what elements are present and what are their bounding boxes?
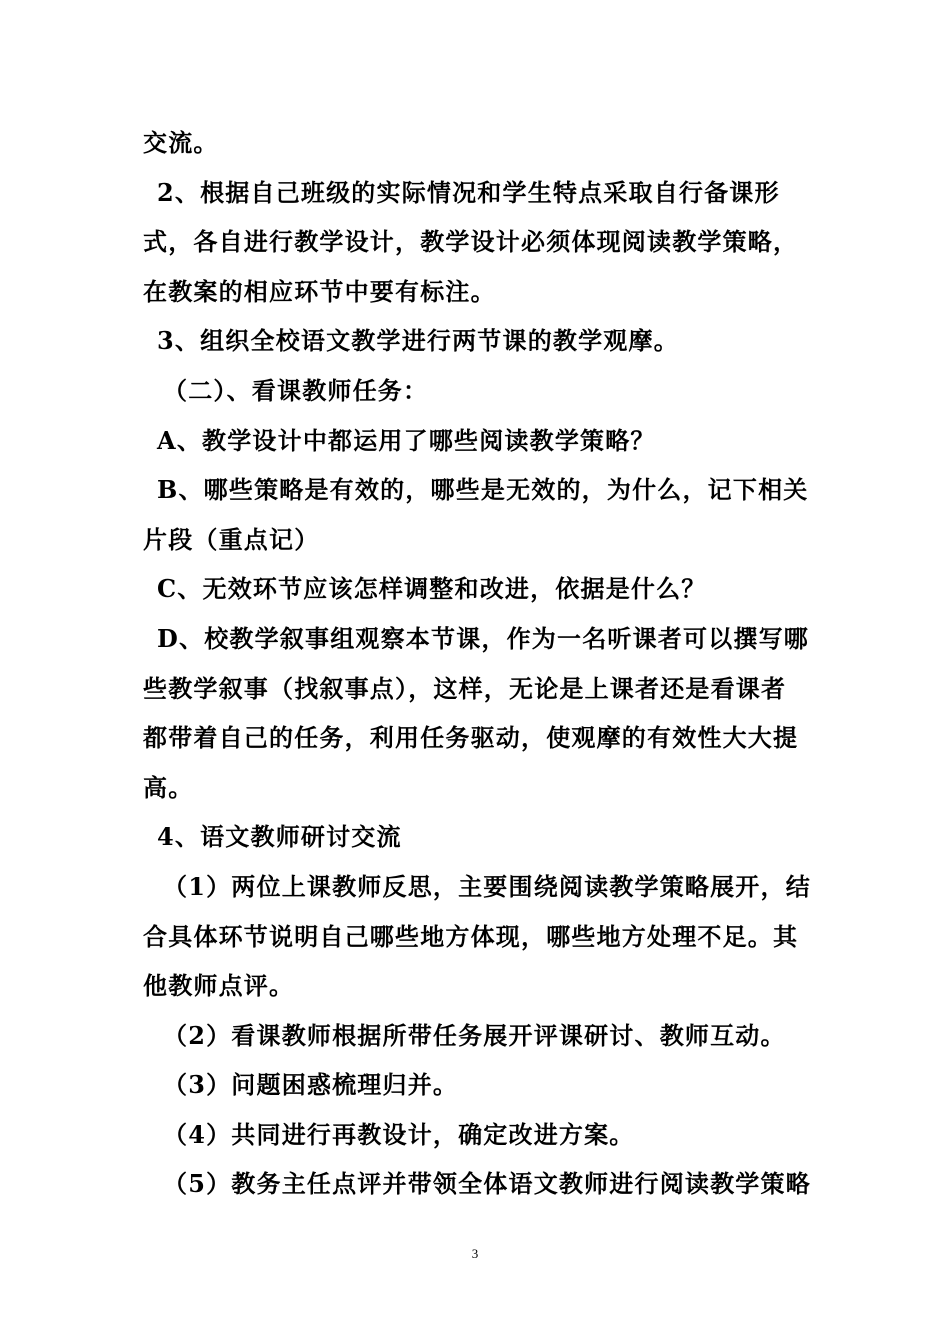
text-line: 合具体环节说明自己哪些地方体现，哪些地方处理不足。其: [143, 921, 799, 951]
text-line: 些教学叙事（找叙事点），这样，无论是上课者还是看课者: [143, 673, 787, 703]
text-line: 交流。: [143, 128, 219, 157]
text-line: 式，各自进行教学设计，教学设计必须体现阅读教学策略，: [143, 227, 799, 257]
text-line: 2、根据自己班级的实际情况和学生特点采取自行备课形: [157, 177, 780, 207]
text-line: B、哪些策略是有效的，哪些是无效的，为什么，记下相关: [157, 475, 809, 505]
text-line: （3）问题困惑梳理归并。: [163, 1070, 459, 1100]
text-line: （5）教务主任点评并带领全体语文教师进行阅读教学策略: [163, 1169, 811, 1199]
text-line: （4）共同进行再教设计，确定改进方案。: [163, 1119, 635, 1149]
text-line: 高。: [143, 772, 194, 802]
text-line: （1）两位上课教师反思，主要围绕阅读教学策略展开，结: [163, 871, 811, 901]
text-line: （2）看课教师根据所带任务展开评课研讨、教师互动。: [163, 1020, 786, 1050]
text-line: D、校教学叙事组观察本节课，作为一名听课者可以撰写哪: [157, 623, 810, 653]
text-line: 4、语文教师研讨交流: [157, 822, 402, 852]
text-line: A、教学设计中都运用了哪些阅读教学策略？: [157, 425, 656, 455]
document-body: [143, 118, 813, 1209]
page-number: 3: [471, 1246, 479, 1261]
text-line: C、无效环节应该怎样调整和改进，依据是什么？: [157, 574, 707, 604]
text-line: 在教案的相应环节中要有标注。: [143, 276, 496, 306]
text-line: 片段（重点记）: [143, 524, 320, 554]
text-line: 3、组织全校语文教学进行两节课的教学观摩。: [157, 326, 679, 356]
text-line: 都带着自己的任务，利用任务驱动，使观摩的有效性大大提: [143, 723, 799, 753]
text-line: 他教师点评。: [143, 971, 295, 1001]
section-heading: （二）、看课教师任务：: [163, 375, 429, 405]
